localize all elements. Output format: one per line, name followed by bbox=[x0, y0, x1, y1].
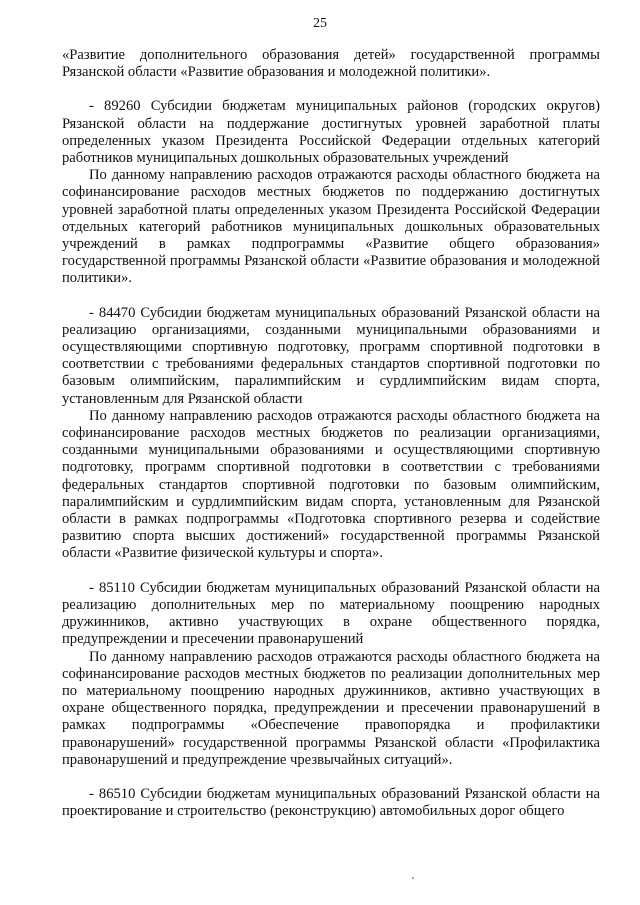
paragraph-code-84470: - 84470 Субсидии бюджетам муниципальных образований Рязанской области на реализацию организациями, созданными муниципальными образованиями и осуществляющими спортивную подготовку, программ спортивной подготовки в соответствии с требованиями федеральных стандартов спортивной подготовки по базовым олимпийским, паралимпийским и сурдлимпийским видам спорта, установленным для Рязанской области bbox=[62, 304, 600, 407]
scan-speck bbox=[412, 877, 414, 879]
paragraph-description-89260: По данному направлению расходов отражаются расходы областного бюджета на софинансирование расходов местных бюджетов по поддержанию достигнутых уровней заработной платы определенных указом Президента Российской Федерации отдельных категорий работников муниципальных дошкольных образовательных учреждений в рамках подпрограммы «Развитие общего образования» государственной программы Рязанской области «Развитие образования и молодежной политики». bbox=[62, 167, 600, 287]
paragraph-code-89260: - 89260 Субсидии бюджетам муниципальных районов (городских округов) Рязанской области на поддержание достигнутых уровней заработной платы определенных указом Президента Российской Федерации отдельных категорий работников муниципальных дошкольных образовательных учреждений bbox=[62, 98, 600, 167]
paragraph-code-85110: - 85110 Субсидии бюджетам муниципальных образований Рязанской области на реализацию дополнительных мер по материальному поощрению народных дружинников, активно участвующих в охране общественного порядка, предупреждении и пресечении правонарушений bbox=[62, 579, 600, 648]
page-number: 25 bbox=[313, 16, 327, 31]
paragraph-continuation: «Развитие дополнительного образования детей» государственной программы Рязанской области «Развитие образования и молодежной политики». bbox=[62, 47, 600, 81]
paragraph-description-85110: По данному направлению расходов отражаются расходы областного бюджета на софинансирование расходов местных бюджетов по реализации дополнительных мер по материальному поощрению народных дружинников, активно участвующих в охране общественного порядка, предупреждении и пресечении правонарушений в рамках подпрограммы «Обеспечение правопорядка и профилактики правонарушений» государственной программы Рязанской области «Профилактика правонарушений и предупреждение чрезвычайных ситуаций». bbox=[62, 648, 600, 768]
paragraph-code-86510: - 86510 Субсидии бюджетам муниципальных образований Рязанской области на проектирование и строительство (реконструкцию) автомобильных дорог общего bbox=[62, 785, 600, 820]
paragraph-description-84470: По данному направлению расходов отражаются расходы областного бюджета на софинансирование расходов местных бюджетов по реализации организациями, созданными муниципальными образованиями и осуществляющими спортивную подготовку, программ спортивной подготовки в соответствии с требованиями федеральных стандартов спортивной подготовки по базовым олимпийским, паралимпийским и сурдлимпийским видам спорта, установленным для Рязанской области в рамках подпрограммы «Подготовка спортивного резерва и содействие развитию спорта высших достижений» государственной программы Рязанской области «Развитие физической культуры и спорта». bbox=[62, 407, 600, 562]
document-body bbox=[62, 47, 600, 820]
